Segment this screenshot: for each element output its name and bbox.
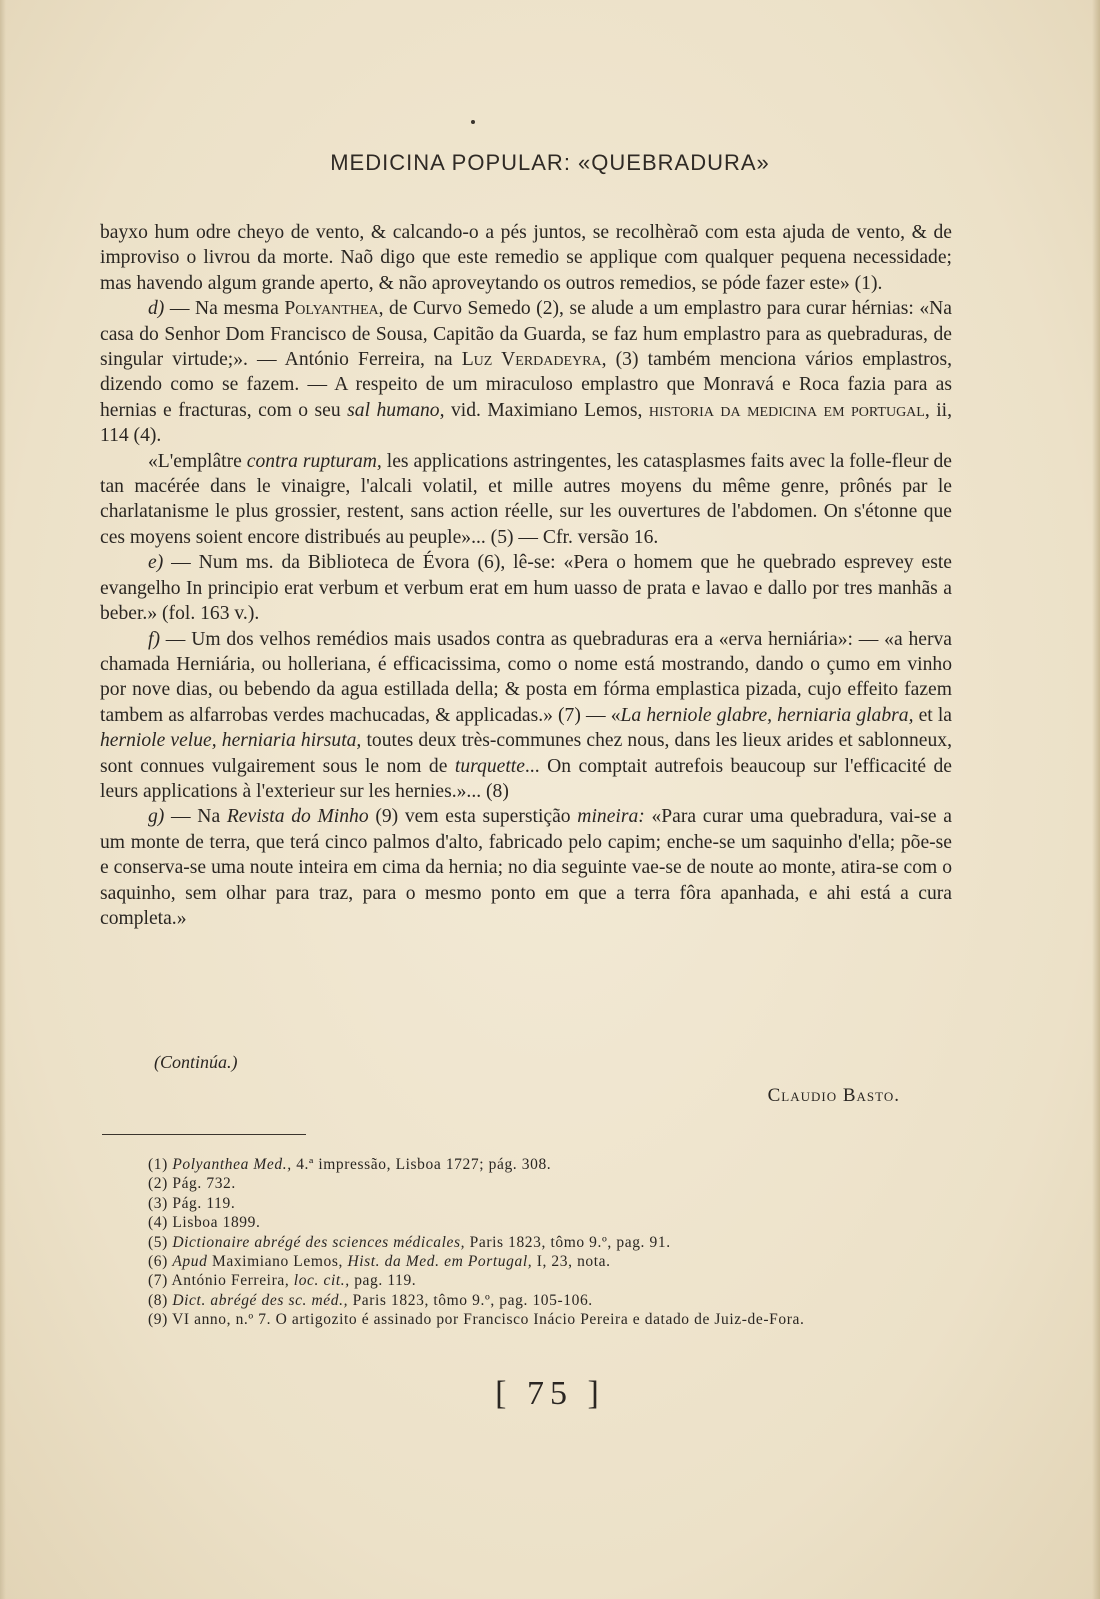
title-polyanthea: Polyanthea: [284, 298, 379, 320]
paragraph-f: [100, 627, 952, 805]
footnote-number: (8): [148, 1291, 173, 1309]
text-italic: mineira:: [577, 806, 645, 828]
text-run: vid. Maximiano Lemos,: [444, 399, 649, 421]
footnote-1: [148, 1155, 968, 1174]
text-run: — Na: [164, 806, 227, 828]
footnote-6: [148, 1252, 968, 1271]
footnote-4: (4) Lisboa 1899.: [148, 1214, 261, 1232]
footnote-9: (9) VI anno, n.º 7. O artigozito é assinado por Francisco Inácio Pereira e datado de Juiz-de-Fora.: [148, 1311, 805, 1329]
text-run: , (3) também menciona vários emplastros, dizendo como se fazem. — A respeito de um miraculoso emplastro que Monravá e Roca fazia para as hernias e fracturas, com o seu: [100, 349, 953, 421]
text-run: 4.ª impressão, Lisboa 1727; pág. 308.: [291, 1156, 552, 1173]
text-italic: Revista do Minho: [226, 806, 369, 828]
footnote-divider: [102, 1134, 306, 1135]
ink-dot: [471, 120, 475, 124]
text-run: , de Curvo Semedo (2), se alude a um emplastro para curar hérnias: «Na casa do Senhor Dom Francisco de Sousa, Capitão da Guarda, se faz hum emplastro para as quebraduras, de singular virtude;». — António Ferreira, na: [100, 298, 952, 371]
text-run: les applications astringentes, les catasplasmes faits avec la folle-fleur de tan macérée dans le vinaigre, l'alcali volatil, et mille autres moyens du même genre, prônés par le charlatanisme le plus grossier, restent, sans action réelle, sur les ouvertures de l'abdomen. On s'étonne que ces moyens soient encore distribués au peuple»... (5) — Cfr. versão 16.: [100, 450, 952, 548]
page-edge-left: [0, 0, 6, 1599]
section-letter-e: e): [148, 552, 164, 574]
text-italic: herniole velue, herniaria hirsuta,: [100, 730, 362, 752]
page-number: [ 75 ]: [495, 1375, 605, 1412]
text-run: (7) António Ferreira,: [148, 1272, 294, 1290]
text-run: toutes deux très-communes chez nous, dans les lieux arides et sablonneux, sont connues vulgairement sous le nom de: [100, 730, 952, 777]
text-italic: Polyanthea Med.,: [172, 1156, 292, 1173]
continua-note: (Continúa.): [154, 1052, 238, 1072]
footnote-2: (2) Pág. 732.: [148, 1175, 236, 1193]
text-italic: La herniole glabre, herniaria glabra,: [620, 704, 914, 726]
text-italic: contra rupturam,: [246, 450, 382, 472]
text-run: — Um dos velhos remédios mais usados contra as quebraduras era a «erva herniária»: — «a herva chamada Herniária, ou holleriana, é efficacissima, como o nome está mostrando, dando o çumo em vinho por nove dias, ou bebendo da agua estillada della; & posta em fórma emplastica pizada, cujo effeito fazem tambem as alfarrobas verdes machucadas, & applicadas.» (7) — «: [100, 628, 952, 726]
footnote-5: [148, 1233, 968, 1252]
paragraph-d: [100, 296, 952, 448]
footnote-3: (3) Pág. 119.: [148, 1194, 236, 1212]
title-historia-medicina: historia da medicina em portugal: [648, 399, 925, 421]
text-italic: Dict. abrégé des sc. méd.,: [172, 1291, 349, 1309]
paragraph-french-quote: [100, 449, 952, 551]
author-signature: Claudio Basto.: [767, 1085, 900, 1106]
text-run: pag. 119.: [349, 1272, 417, 1290]
section-letter-d: d): [148, 298, 165, 320]
section-letter-g: g): [148, 806, 165, 828]
text-run: ... On comptait autrefois beaucoup sur l'efficacité de leurs applications à l'exterieur sur les hernies.»... (8): [100, 755, 952, 802]
text-run: (9) vem esta superstição: [368, 806, 578, 828]
text-run: — Na mesma: [164, 298, 285, 320]
footnote-number: (5): [148, 1233, 173, 1251]
text-run: Maximiano Lemos,: [207, 1253, 348, 1271]
text-italic: Apud: [172, 1253, 208, 1271]
text-run: — Num ms. da Biblioteca de Évora (6), lê-se: «Pera o homem que he quebrado esprevey este evangelho In principio erat verbum et verbum erat em hum uasso de prata e lavao e dallo por tres manhãs a beber.» (fol. 163 v.).: [100, 552, 952, 625]
paragraph-g: [100, 804, 952, 931]
text-italic: turquette: [454, 755, 525, 777]
paragraph-continuation: bayxo hum odre cheyo de vento, & calcando-o a pés juntos, se recolhèraõ com esta ajuda de vento, & de improviso o livrou da morte. Naõ digo que este remedio se applique com qualquer pequena necessidade; mas havendo algum grande aperto, & não aproveytando os outros remedios, se póde fazer este» (1).: [100, 222, 952, 294]
text-run: I, 23, nota.: [532, 1253, 611, 1271]
text-italic: Dictionaire abrégé des sciences médicales,: [172, 1233, 466, 1251]
page-edge-right: [1092, 0, 1100, 1599]
body-text: [100, 220, 952, 931]
text-run: Paris 1823, tômo 9.º, pag. 91.: [465, 1233, 671, 1251]
text-italic: loc. cit.,: [293, 1272, 350, 1290]
text-run: et la: [913, 704, 953, 726]
text-italic: Hist. da Med. em Portugal,: [347, 1253, 533, 1271]
paragraph-e: [100, 550, 952, 626]
running-head: MEDICINA POPULAR: «QUEBRADURA»: [330, 150, 770, 175]
footnote-8: [148, 1291, 968, 1310]
text-run: «L'emplâtre: [148, 450, 247, 472]
footnote-7: [148, 1271, 968, 1290]
text-italic: sal humano,: [347, 399, 445, 421]
text-run: «Para curar uma quebradura, vai-se a um monte de terra, que terá cinco palmos d'alto, fabricado pelo capim; enche-se um saquinho d'ella; põe-se e conserva-se uma noute inteira em cima da hernia; no dia seguinte vae-se de noute ao monte, atira-se com o saquinho, sem olhar para traz, para o mesmo ponto em que a terra fôra apanhada, e ahi está a cura completa.»: [100, 806, 953, 929]
footnote-number: (1): [148, 1156, 173, 1173]
text-run: Paris 1823, tômo 9.º, pag. 105-106.: [348, 1291, 593, 1309]
section-letter-f: f): [148, 628, 160, 650]
title-luz-verdadeyra: Luz Verdadeyra: [461, 349, 602, 371]
footnotes: [148, 1155, 968, 1330]
text-run: , ii, 114 (4).: [100, 399, 953, 447]
footnote-number: (6): [148, 1253, 173, 1271]
